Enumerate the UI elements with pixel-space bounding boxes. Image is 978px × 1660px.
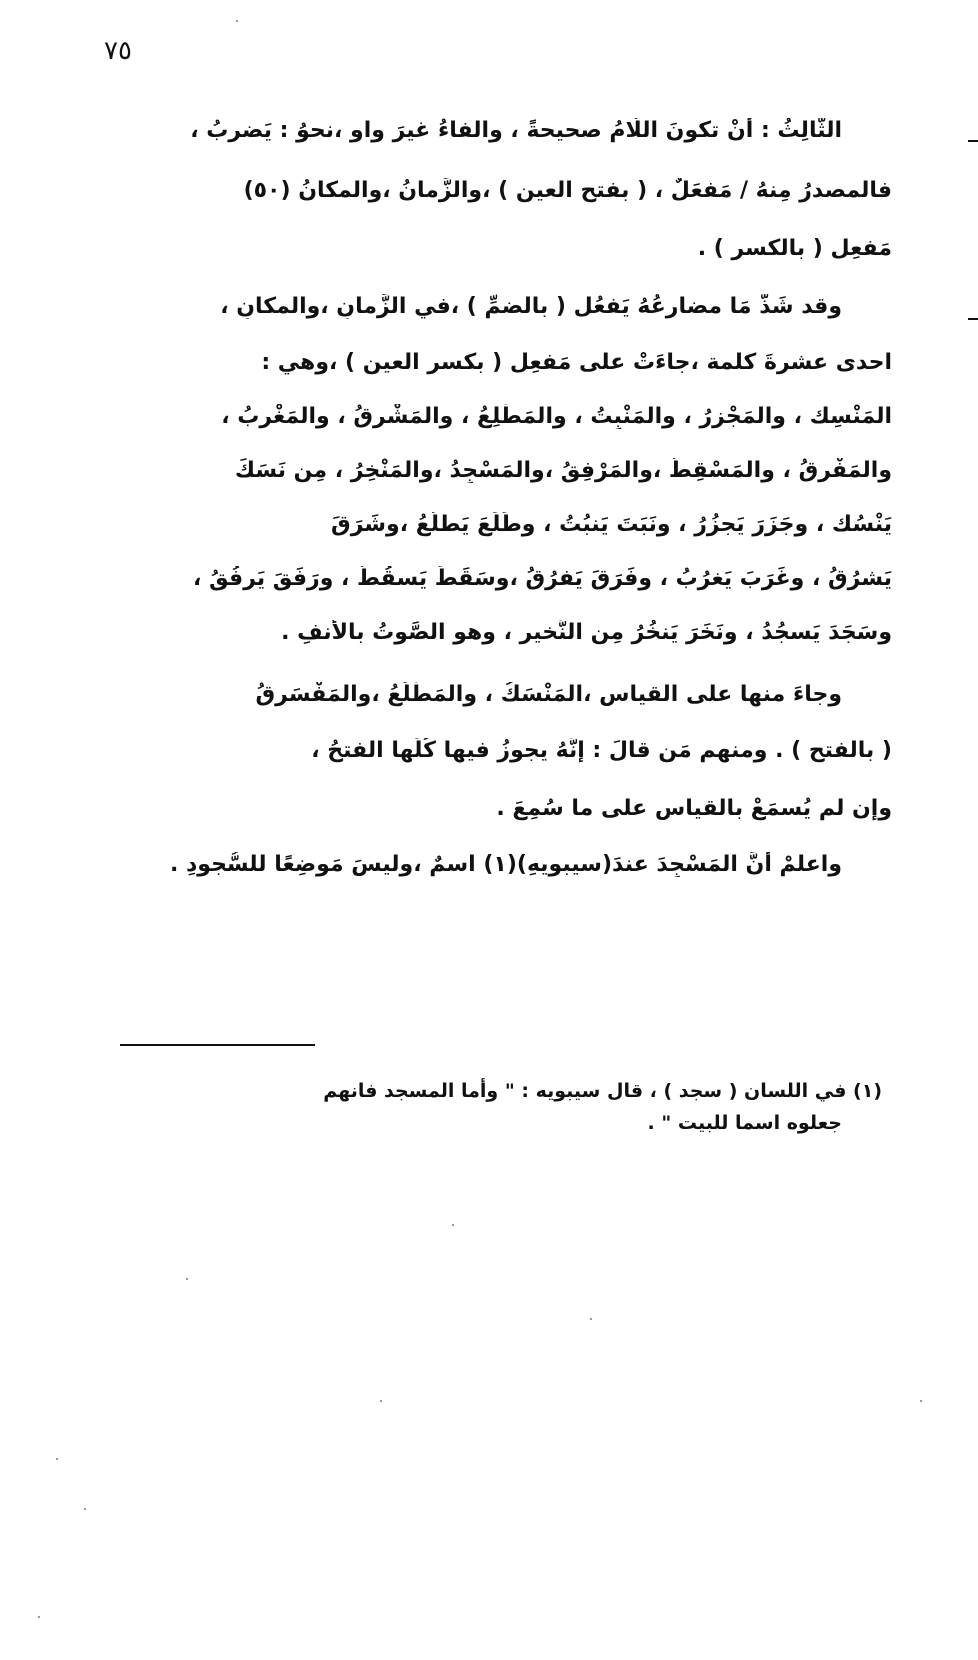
paragraph-1-line-2: فالمصدرُ مِنهُ / مَفعَلٌ ، ( بفتحِ العينِ ) ،والزَّمانُ ،والمكانُ (٥٠): [243, 178, 892, 203]
scan-speck: [38, 1616, 40, 1618]
footnote-separator: [120, 1044, 315, 1046]
page-number: ٧٥: [104, 36, 132, 66]
paragraph-2-line-5: يَنْسُك ، وجَزَرَ يَجزُرُ ، ونَبَتَ يَنبُتُ ، وطَلَعَ يَطلُعُ ،وشَرَقَ: [331, 512, 892, 537]
paragraph-2-line-6: يَشرُقُ ، وغَرَبَ يَغرُبُ ، وفَرَقَ يَفرُقُ ،وسَقَطَ يَسقُطُ ، ورَفَقَ يَرفُقُ ،: [192, 566, 892, 591]
scan-speck: [452, 1224, 454, 1226]
scan-speck: [920, 1400, 922, 1402]
scan-speck: [380, 1400, 382, 1402]
scan-speck: [186, 1278, 188, 1280]
footnote-line-2: جعلوه اسما للبيت " .: [647, 1112, 842, 1134]
paragraph-1-line-1: الثَّالِثُ : أَنْ تكونَ اللَّامُ صحيحةً ، والفاءُ غيرَ واوٍ ،نحوُ : يَضرِبُ ،: [190, 118, 842, 143]
scan-speck: [236, 20, 238, 22]
scan-speck: [84, 1508, 86, 1510]
main-text: [92, 0, 892, 900]
scan-speck: [590, 1318, 592, 1320]
margin-mark: [968, 318, 978, 320]
footnote-line-1: (١) في اللسان ( سجد ) ، قال سيبويه : " وأما المسجد فانهم: [323, 1080, 882, 1102]
paragraph-4-line-1: واعلمْ أنَّ المَسْجِدَ عندَ(سيبويهِ)(١) اسمٌ ،وليسَ مَوضِعًا للسُّجودِ .: [169, 852, 842, 877]
paragraph-2-line-7: وسَجَدَ يَسجُدُ ، ونَخَرَ يَنخُرُ مِن النَّخيرِ ، وهو الصَّوتُ بالأَنفِ .: [281, 620, 892, 645]
margin-mark: [968, 140, 978, 142]
scan-speck: [56, 1458, 58, 1460]
paragraph-1-line-3: مَفعِل ( بالكسرِ ) .: [697, 236, 892, 261]
paragraph-2-line-2: احدى عشرةَ كلمة ،جاءَتْ على مَفعِل ( بكسرِ العينِ ) ،وهي :: [261, 350, 892, 375]
paragraph-2-line-4: والمَفْرِقُ ، والمَسْقِطُ ،والمَرْفِقُ ،والمَسْجِدُ ،والمَنْخِرُ ، مِن نَسَكَ: [234, 458, 892, 483]
footnote: [122, 1080, 882, 1150]
paragraph-3-line-2: ( بالفتحِ ) . ومنهم مَن قالَ : إنَّهُ يجوزُ فيها كُلِّها الفتحُ ،: [311, 738, 892, 763]
paragraph-3-line-1: وجاءَ منها على القياسِ ،المَنْسَكُ ، والمَطْلَعُ ،والمَفْسَرقُ: [255, 682, 842, 707]
paragraph-3-line-3: وإن لم يُسمَعْ بالقياسِ على ما سُمِعَ .: [496, 796, 892, 821]
paragraph-2-line-1: وقد شَذَّ مَا مضارِعُهُ يَفعُل ( بالضمِّ ) ،في الزَّمانِ ،والمكانِ ،: [220, 294, 842, 319]
paragraph-2-line-3: المَنْسِك ، والمَجْزِرُ ، والمَنْبِتُ ، والمَطْلِعُ ، والمَشْرِقُ ، والمَغْرِبُ ،: [221, 404, 892, 429]
